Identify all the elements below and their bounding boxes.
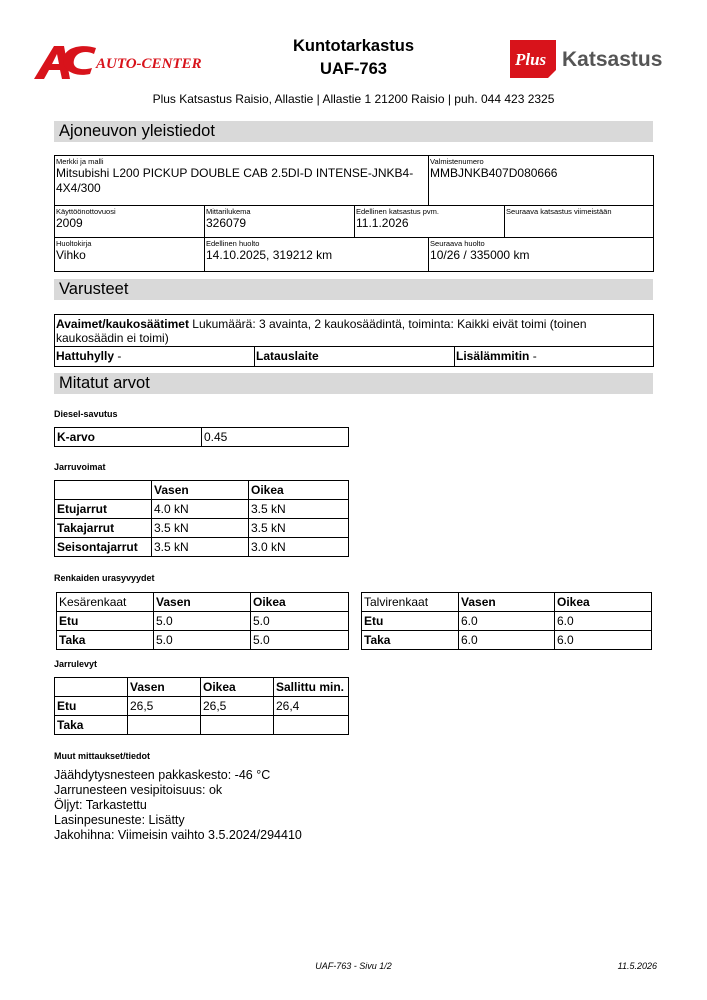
heater-cell xyxy=(455,347,654,367)
registration-number: UAF-763 xyxy=(320,60,387,78)
section-equipment-heading: Varusteet xyxy=(54,279,653,300)
winter-front-label: Etu xyxy=(362,612,459,631)
make-model-label: Merkki ja malli xyxy=(56,157,104,166)
other-measurements-list xyxy=(54,768,302,843)
odometer-value: 326079 xyxy=(206,216,247,230)
discs-front-left: 26,5 xyxy=(128,697,201,716)
table-row xyxy=(362,631,652,650)
make-model-cell xyxy=(55,156,429,206)
winter-rear-label: Taka xyxy=(362,631,459,650)
section-general-heading: Ajoneuvon yleistiedot xyxy=(54,121,653,142)
discs-front-label: Etu xyxy=(55,697,128,716)
plus-katsastus-logo xyxy=(506,36,674,82)
table-row xyxy=(55,538,349,557)
note-timing-belt: Jakohihna: Viimeisin vaihto 3.5.2024/294410 xyxy=(54,828,302,842)
front-brakes-label: Etujarrut xyxy=(55,500,152,519)
plus-wordmark: Plus xyxy=(515,50,547,69)
vin-cell xyxy=(429,156,654,206)
service-book-label: Huoltokirja xyxy=(56,239,92,248)
discs-corner xyxy=(55,678,128,697)
discs-front-right: 26,5 xyxy=(201,697,274,716)
prev-inspection-value: 11.1.2026 xyxy=(356,216,409,230)
make-model-value: Mitsubishi L200 PICKUP DOUBLE CAB 2.5DI-D INTENSE-JNKB4-4X4/300 xyxy=(56,166,414,195)
hitch-label: Hattuhylly xyxy=(56,349,115,363)
rear-brakes-right: 3.5 kN xyxy=(249,519,349,538)
other-measurements-label: Muut mittaukset/tiedot xyxy=(54,751,150,761)
front-brakes-left: 4.0 kN xyxy=(152,500,249,519)
tire-depth-label: Renkaiden urasyvyydet xyxy=(54,573,155,583)
note-washer-fluid: Lasinpesuneste: Lisätty xyxy=(54,813,185,827)
document-date: 11.5.2026 xyxy=(617,961,657,971)
diesel-smoke-label: Diesel-savutus xyxy=(54,409,118,419)
prev-inspection-cell xyxy=(355,206,505,238)
auto-center-wordmark: AUTO-CENTER xyxy=(96,56,202,72)
table-row xyxy=(57,631,349,650)
discs-rear-right xyxy=(201,716,274,735)
next-inspection-cell xyxy=(505,206,654,238)
brake-forces-label: Jarruvoimat xyxy=(54,462,106,472)
front-brakes-right: 3.5 kN xyxy=(249,500,349,519)
summer-rear-left: 5.0 xyxy=(154,631,251,650)
first-use-label: Käyttöönottovuosi xyxy=(56,207,116,216)
table-row xyxy=(55,500,349,519)
winter-tires-table xyxy=(361,592,652,650)
diesel-table xyxy=(54,427,349,447)
table-row xyxy=(55,716,349,735)
page-indicator: UAF-763 - Sivu 1/2 xyxy=(315,961,392,971)
winter-col-right: Oikea xyxy=(555,593,652,612)
charger-label: Latauslaite xyxy=(256,349,319,363)
summer-rear-label: Taka xyxy=(57,631,154,650)
summer-tires-table xyxy=(56,592,349,650)
brakes-col-right: Oikea xyxy=(249,481,349,500)
keys-label: Avaimet/kaukosäätimet xyxy=(56,317,189,331)
summer-front-left: 5.0 xyxy=(154,612,251,631)
rear-brakes-left: 3.5 kN xyxy=(152,519,249,538)
note-coolant: Jäähdytysnesteen pakkaskesto: -46 °C xyxy=(54,768,271,782)
k-value: 0.45 xyxy=(202,428,349,447)
next-service-label: Seuraava huolto xyxy=(430,239,485,248)
brakes-corner xyxy=(55,481,152,500)
prev-service-cell xyxy=(205,238,429,272)
station-address: Plus Katsastus Raisio, Allastie | Allastie 1 21200 Raisio | puh. 044 423 2325 xyxy=(152,92,555,106)
winter-front-right: 6.0 xyxy=(555,612,652,631)
next-inspection-label: Seuraava katsastus viimeistään xyxy=(506,207,612,216)
summer-col-right: Oikea xyxy=(251,593,349,612)
k-value-label: K-arvo xyxy=(55,428,202,447)
heater-value: - xyxy=(529,349,537,363)
parking-brake-label: Seisontajarrut xyxy=(55,538,152,557)
table-row xyxy=(55,697,349,716)
discs-col-right: Oikea xyxy=(201,678,274,697)
rear-brakes-label: Takajarrut xyxy=(55,519,152,538)
winter-front-left: 6.0 xyxy=(459,612,555,631)
first-use-cell xyxy=(55,206,205,238)
brake-discs-table xyxy=(54,677,349,735)
discs-col-left: Vasen xyxy=(128,678,201,697)
brake-discs-label: Jarrulevyt xyxy=(54,659,98,669)
vehicle-info-table xyxy=(54,155,654,272)
odometer-label: Mittarilukema xyxy=(206,207,251,216)
charger-cell xyxy=(255,347,455,367)
first-use-value: 2009 xyxy=(56,216,83,230)
next-service-cell xyxy=(429,238,654,272)
discs-front-min: 26,4 xyxy=(274,697,349,716)
section-measured-heading: Mitatut arvot xyxy=(54,373,653,394)
vin-label: Valmistenumero xyxy=(430,157,484,166)
table-row xyxy=(55,519,349,538)
prev-service-value: 14.10.2025, 319212 km xyxy=(206,248,333,262)
winter-col-left: Vasen xyxy=(459,593,555,612)
service-book-value: Vihko xyxy=(56,248,86,262)
keys-value: Lukumäärä: 3 avainta, 2 kaukosäädintä, toiminta: Kaikki eivät toimi (toinen kaukosäädin ei toimi) xyxy=(56,317,587,345)
table-row xyxy=(57,612,349,631)
table-row xyxy=(362,612,652,631)
summer-rear-right: 5.0 xyxy=(251,631,349,650)
discs-col-min: Sallittu min. xyxy=(274,678,349,697)
heater-label: Lisälämmitin xyxy=(456,349,530,363)
discs-rear-left xyxy=(128,716,201,735)
brakes-col-left: Vasen xyxy=(152,481,249,500)
summer-col-left: Vasen xyxy=(154,593,251,612)
prev-service-label: Edellinen huolto xyxy=(206,239,260,248)
winter-rear-left: 6.0 xyxy=(459,631,555,650)
auto-center-logo xyxy=(34,42,209,80)
prev-inspection-label: Edellinen katsastus pvm. xyxy=(356,207,439,216)
vin-value: MMBJNKB407D080666 xyxy=(430,166,558,180)
equipment-table xyxy=(54,314,654,367)
odometer-cell xyxy=(205,206,355,238)
summer-front-label: Etu xyxy=(57,612,154,631)
service-book-cell xyxy=(55,238,205,272)
discs-rear-label: Taka xyxy=(55,716,128,735)
winter-rear-right: 6.0 xyxy=(555,631,652,650)
winter-tires-label: Talvirenkaat xyxy=(362,593,459,612)
note-brake-fluid: Jarrunesteen vesipitoisuus: ok xyxy=(54,783,223,797)
katsastus-wordmark: Katsastus xyxy=(562,48,663,71)
note-oils: Öljyt: Tarkastettu xyxy=(54,798,147,812)
document-title: Kuntotarkastus xyxy=(292,37,415,55)
hitch-value: - xyxy=(114,349,122,363)
hitch-cell xyxy=(55,347,255,367)
parking-brake-right: 3.0 kN xyxy=(249,538,349,557)
summer-front-right: 5.0 xyxy=(251,612,349,631)
keys-cell xyxy=(55,315,654,347)
summer-tires-label: Kesärenkaat xyxy=(57,593,154,612)
next-service-value: 10/26 / 335000 km xyxy=(430,248,530,262)
brake-forces-table xyxy=(54,480,349,557)
discs-rear-min xyxy=(274,716,349,735)
parking-brake-left: 3.5 kN xyxy=(152,538,249,557)
